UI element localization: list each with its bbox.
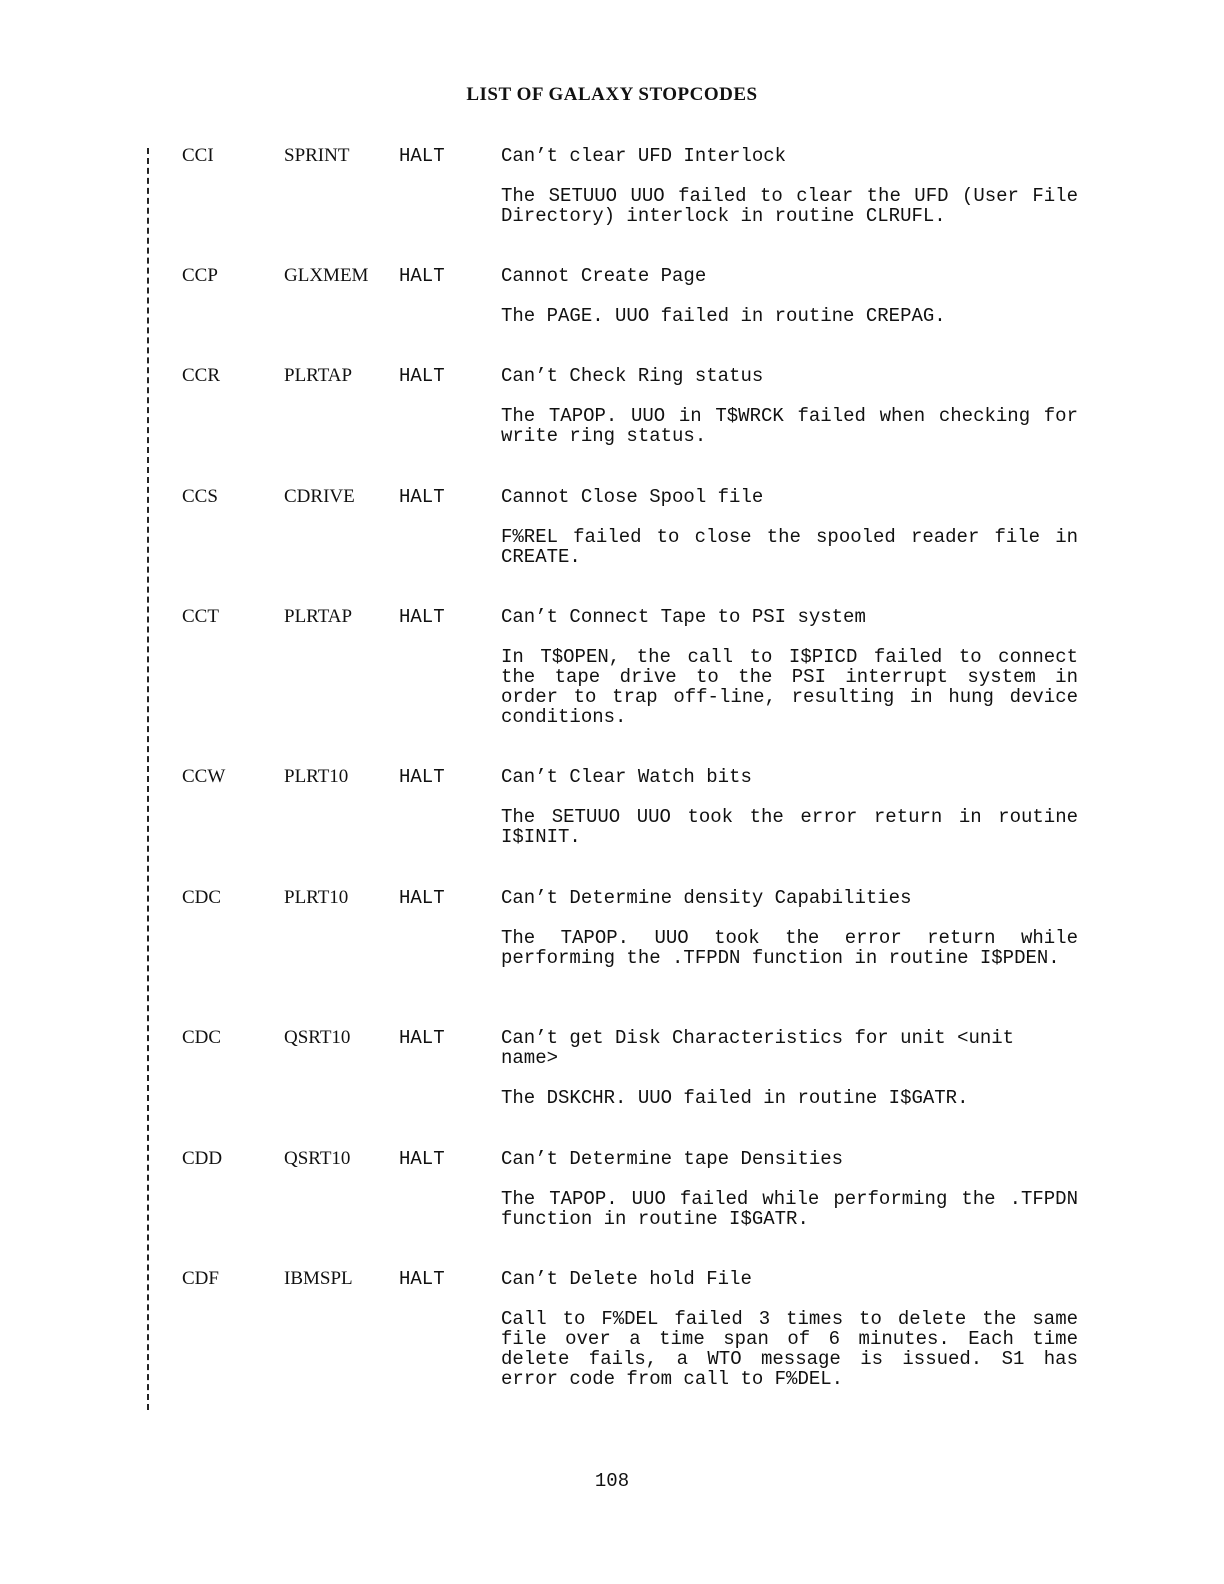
stopcode: CCW <box>182 766 226 787</box>
summary: Cannot Create Page <box>501 265 707 287</box>
module-name: GLXMEM <box>284 265 369 286</box>
stopcode: CCP <box>182 265 218 286</box>
summary: Can’t clear UFD Interlock <box>501 145 787 167</box>
entry-text <box>501 1269 1078 1389</box>
entry-text <box>501 1149 1078 1229</box>
stop-type: HALT <box>399 145 445 167</box>
stopcode: CCR <box>182 365 221 386</box>
stopcode: CDC <box>182 887 222 908</box>
description: The TAPOP. UUO took the error return while performing the .TFPDN function in routine I$PDEN. <box>501 927 1078 969</box>
description: The SETUUO UUO failed to clear the UFD (User File Directory) interlock in routine CLRUFL. <box>501 185 1078 227</box>
entry-text <box>501 146 1078 226</box>
module-name: SPRINT <box>284 145 350 166</box>
stop-type: HALT <box>399 1027 445 1049</box>
summary: Can’t Connect Tape to PSI system <box>501 606 866 628</box>
description: Call to F%DEL failed 3 times to delete the same file over a time span of 6 minutes. Each time delete fails, a WTO message is issued. S1 has error code from call to F%DEL. <box>501 1308 1078 1390</box>
stop-type: HALT <box>399 486 445 508</box>
stop-type: HALT <box>399 365 445 387</box>
entry-text <box>501 607 1078 727</box>
page-title: LIST OF GALAXY STOPCODES <box>466 84 758 105</box>
description: The SETUUO UUO took the error return in routine I$INIT. <box>501 806 1078 848</box>
entry-text <box>501 266 1078 326</box>
description: The TAPOP. UUO failed while performing the .TFPDN function in routine I$GATR. <box>501 1188 1078 1230</box>
entry-text <box>501 366 1078 446</box>
stop-type: HALT <box>399 1148 445 1170</box>
stop-type: HALT <box>399 265 445 287</box>
summary: Can’t Check Ring status <box>501 365 764 387</box>
change-bar <box>147 148 149 1410</box>
stop-type: HALT <box>399 766 445 788</box>
stopcode: CDF <box>182 1268 219 1289</box>
summary: Can’t Clear Watch bits <box>501 766 752 788</box>
entry-text <box>501 767 1078 847</box>
entry-text <box>501 1028 1078 1108</box>
module-name: QSRT10 <box>284 1027 351 1048</box>
module-name: IBMSPL <box>284 1268 353 1289</box>
stop-type: HALT <box>399 1268 445 1290</box>
summary: Can’t Determine density Capabilities <box>501 887 912 909</box>
description: The DSKCHR. UUO failed in routine I$GATR. <box>501 1087 969 1109</box>
stopcode: CDD <box>182 1148 223 1169</box>
stopcode: CCT <box>182 606 219 627</box>
module-name: CDRIVE <box>284 486 355 507</box>
module-name: PLRTAP <box>284 365 353 386</box>
stopcode: CDC <box>182 1027 222 1048</box>
entry-text <box>501 487 1078 567</box>
stopcode: CCI <box>182 145 214 166</box>
stop-type: HALT <box>399 606 445 628</box>
summary: Cannot Close Spool file <box>501 486 764 508</box>
description: The TAPOP. UUO in T$WRCK failed when checking for write ring status. <box>501 405 1078 447</box>
module-name: PLRT10 <box>284 887 349 908</box>
module-name: PLRT10 <box>284 766 349 787</box>
page-number: 108 <box>594 1470 630 1492</box>
description: F%REL failed to close the spooled reader file in CREATE. <box>501 526 1078 568</box>
entry-text <box>501 888 1078 968</box>
summary: Can’t Delete hold File <box>501 1268 752 1290</box>
stopcode: CCS <box>182 486 218 507</box>
description: In T$OPEN, the call to I$PICD failed to connect the tape drive to the PSI interrupt system in order to trap off-line, resulting in hung device conditions. <box>501 646 1078 728</box>
description: The PAGE. UUO failed in routine CREPAG. <box>501 305 946 327</box>
module-name: PLRTAP <box>284 606 353 627</box>
module-name: QSRT10 <box>284 1148 351 1169</box>
stop-type: HALT <box>399 887 445 909</box>
summary: Can’t Determine tape Densities <box>501 1148 844 1170</box>
summary: Can’t get Disk Characteristics for unit <unit name> <box>501 1027 1015 1069</box>
